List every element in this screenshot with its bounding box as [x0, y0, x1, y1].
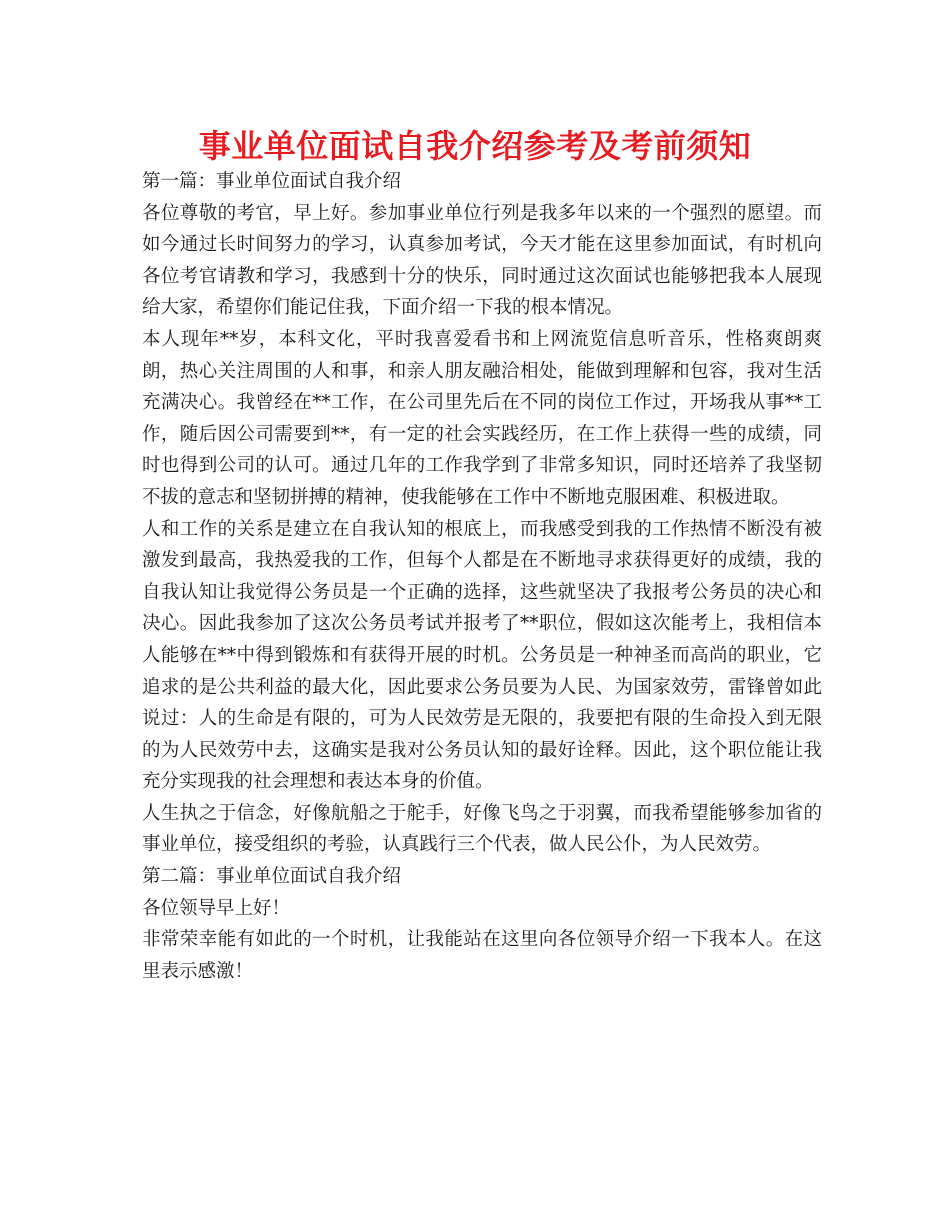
- paragraph: 各位领导早上好！: [142, 897, 291, 919]
- document-body: [142, 166, 822, 987]
- paragraph: 人生执之于信念，好像航船之于舵手，好像飞鸟之于羽翼，而我希望能够参加省的事业单位，接受组织的考验，认真践行三个代表，做人民公仆，为人民效劳。: [142, 802, 822, 856]
- paragraph: 非常荣幸能有如此的一个时机，让我能站在这里向各位领导介绍一下我本人。在这里表示感激！: [142, 929, 822, 982]
- paragraph: 本人现年**岁，本科文化，平时我喜爱看书和上网流览信息听音乐，性格爽朗爽朗，热心关注周围的人和事，和亲人朋友融洽相处，能做到理解和包容，我对生活充满决心。我曾经在**工作，在公司里先后在不同的岗位工作过，开场我从事**工作，随后因公司需要到**，有一定的社会实践经历，在工作上获得一些的成绩，同时也得到公司的认可。通过几年的工作我学到了非常多知识，同时还培养了我坚韧不拔的意志和坚韧拼搏的精神，使我能够在工作中不断地克服困难、积极进取。: [142, 328, 822, 508]
- document-title: 事业单位面试自我介绍参考及考前须知: [198, 127, 752, 165]
- paragraph: 人和工作的关系是建立在自我认知的根底上，而我感受到我的工作热情不断没有被激发到最高，我热爱我的工作，但每个人都是在不断地寻求获得更好的成绩，我的自我认知让我觉得公务员是一个正确的选择，这些就坚决了我报考公务员的决心和决心。因此我参加了这次公务员考试并报考了**职位，假如这次能考上，我相信本人能够在**中得到锻炼和有获得开展的时机。公务员是一种神圣而高尚的职业，它追求的是公共利益的最大化，因此要求公务员要为人民、为国家效劳，雷锋曾如此说过：人的生命是有限的，可为人民效劳是无限的，我要把有限的生命投入到无限的为人民效劳中去，这确实是我对公务员认知的最好诠释。因此，这个职位能让我充分实现我的社会理想和表达本身的价值。: [142, 518, 822, 793]
- paragraph: 各位尊敬的考官，早上好。参加事业单位行列是我多年以来的一个强烈的愿望。而如今通过长时间努力的学习，认真参加考试，今天才能在这里参加面试，有时机向各位考官请教和学习，我感到十分的快乐，同时通过这次面试也能够把我本人展现给大家，希望你们能记住我，下面介绍一下我的根本情况。: [142, 202, 822, 319]
- section-heading-2: 第二篇：事业单位面试自我介绍: [142, 866, 402, 888]
- section-heading-1: 第一篇：事业单位面试自我介绍: [142, 171, 402, 192]
